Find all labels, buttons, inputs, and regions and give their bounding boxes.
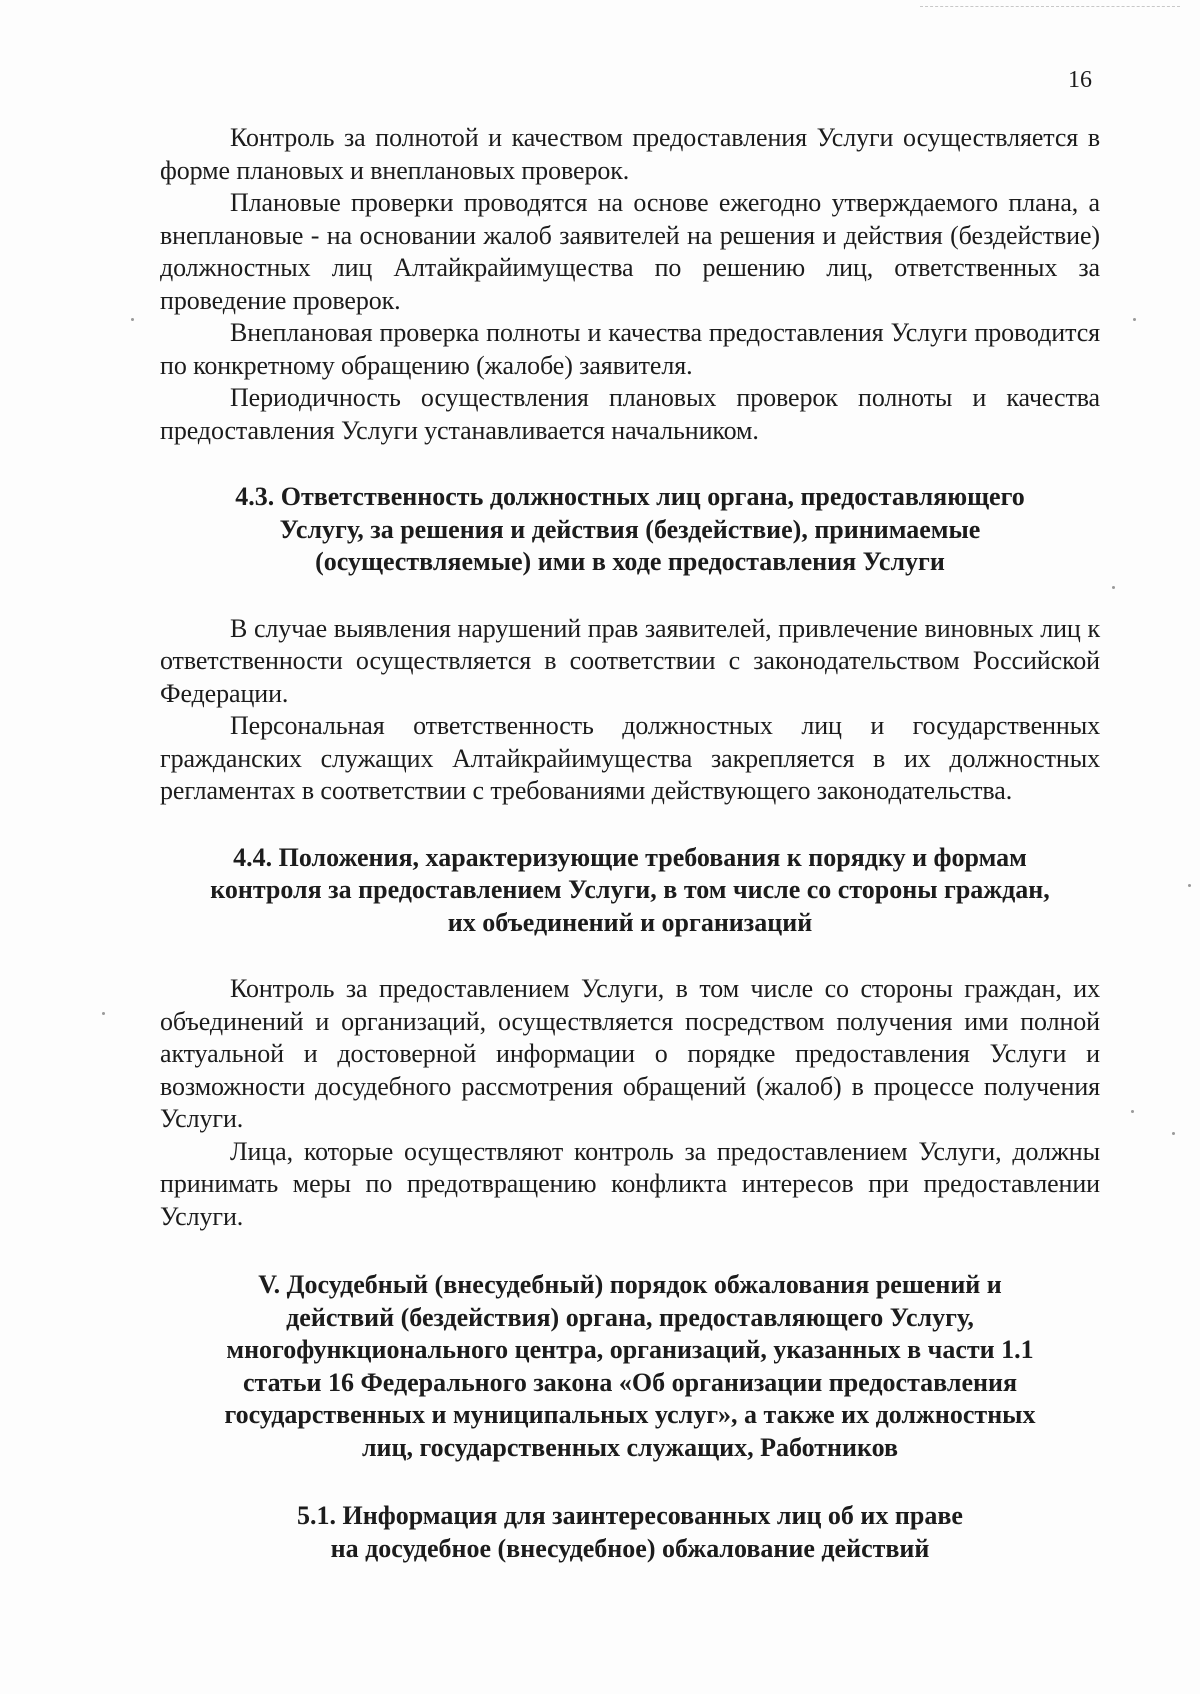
scan-artifact	[920, 6, 1180, 9]
scan-artifact	[102, 1012, 105, 1015]
heading-line: лиц, государственных служащих, Работников	[361, 1432, 899, 1462]
paragraph: Контроль за полнотой и качеством предоставления Услуги осуществляется в форме плановых и внеплановых проверок.	[160, 123, 1100, 185]
paragraph: Периодичность осуществления плановых проверок полноты и качества предоставления Услуги устанавливается начальником.	[160, 383, 1100, 445]
scan-artifact	[1131, 1110, 1134, 1113]
scan-artifact	[131, 318, 134, 321]
section-heading-4-3	[160, 481, 1100, 579]
section-heading-5-1	[160, 1500, 1100, 1565]
scan-artifact	[1172, 1132, 1175, 1135]
heading-line: многофункционального центра, организаций, указанных в части 1.1	[226, 1335, 1034, 1364]
heading-line: Услугу, за решения и действия (бездействие), принимаемые	[279, 514, 981, 544]
scan-artifact	[1112, 586, 1115, 589]
heading-line: 5.1. Информация для заинтересованных лиц об их праве	[297, 1501, 963, 1530]
paragraph: Персональная ответственность должностных лиц и государственных гражданских служащих Алтайкрайимущества закрепляется в их должностных регламентах в соответствии с требованиями действующего законодательства.	[160, 711, 1100, 805]
heading-line: действий (бездействия) органа, предоставляющего Услугу,	[286, 1302, 974, 1332]
paragraph: Контроль за предоставлением Услуги, в том числе со стороны граждан, их объединений и организаций, осуществляется посредством получения ими полной актуальной и достоверной информации о порядке предоставления Услуги и возможности досудебного рассмотрения обращений (жалоб) в процессе получения Услуги.	[160, 974, 1100, 1133]
heading-line: на досудебное (внесудебное) обжалование действий	[330, 1533, 930, 1563]
heading-line: 4.3. Ответственность должностных лиц органа, предоставляющего	[235, 482, 1025, 511]
heading-line: государственных и муниципальных услуг», а также их должностных	[224, 1400, 1036, 1429]
paragraph: Плановые проверки проводятся на основе ежегодно утверждаемого плана, а внеплановые - на основании жалоб заявителей на решения и действия (бездействие) должностных лиц Алтайкрайимущества по решению лиц, ответственных за проведение проверок.	[160, 188, 1100, 315]
paragraph: Лица, которые осуществляют контроль за предоставлением Услуги, должны принимать меры по предотвращению конфликта интересов при предоставлении Услуги.	[160, 1136, 1100, 1231]
heading-line: V. Досудебный (внесудебный) порядок обжалования решений и	[258, 1270, 1002, 1299]
heading-line: статьи 16 Федерального закона «Об организации предоставления	[242, 1367, 1018, 1397]
heading-line: (осуществляемые) ими в ходе предоставления Услуги	[315, 547, 945, 576]
paragraph: В случае выявления нарушений прав заявителей, привлечение виновных лиц к ответственности осуществляется в соответствии с законодательством Российской Федерации.	[160, 613, 1100, 708]
paragraph: Внеплановая проверка полноты и качества предоставления Услуги проводится по конкретному обращению (жалобе) заявителя.	[160, 318, 1100, 380]
heading-line: 4.4. Положения, характеризующие требования к порядку и формам	[233, 842, 1027, 872]
document-body	[160, 122, 1100, 1565]
scan-artifact	[1133, 318, 1136, 321]
heading-line: их объединений и организаций	[447, 907, 813, 937]
scan-artifact	[1188, 884, 1191, 887]
section-heading-5	[160, 1269, 1100, 1464]
section-heading-4-4	[160, 842, 1100, 940]
heading-line: контроля за предоставлением Услуги, в том числе со стороны граждан,	[210, 875, 1050, 904]
page-number: 16	[1068, 67, 1092, 93]
